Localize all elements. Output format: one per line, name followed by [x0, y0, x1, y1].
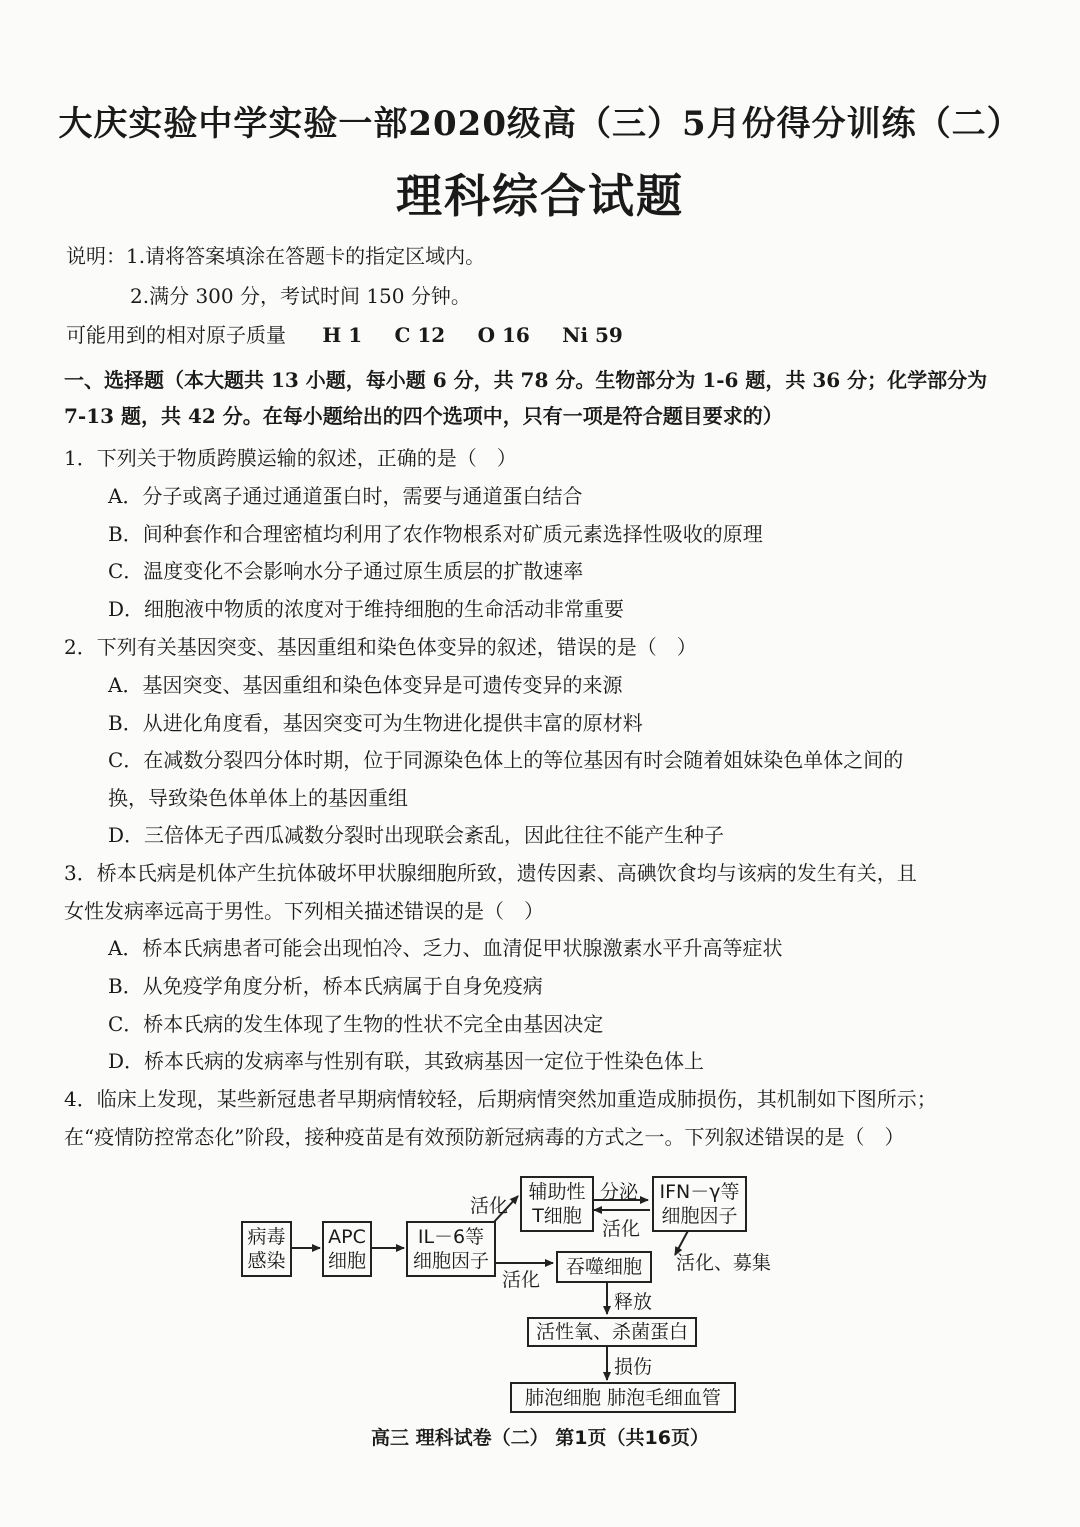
exam-title: 大庆实验中学实验一部2020级高（三）5月份得分训练（二）	[58, 104, 1022, 144]
question-2-option-c-line-1: C．在减数分裂四分体时期，位于同源染色体上的等位基因有时会随着姐妹染色单体之间的	[108, 748, 904, 772]
atomic-mass-label: 可能用到的相对原子质量	[66, 323, 286, 347]
question-4-stem-line-1: 4．临床上发现，某些新冠患者早期病情较轻，后期病情突然加重造成肺损伤，其机制如下图所示；	[64, 1087, 937, 1111]
element-ni: Ni 59	[562, 323, 623, 347]
label-activate-back: 活化	[602, 1218, 641, 1240]
question-2-option-b: B．从进化角度看，基因突变可为生物进化提供丰富的原材料	[108, 711, 643, 735]
label-secrete: 分泌	[600, 1181, 639, 1203]
alveolar-cells-box: 肺泡细胞 肺泡毛细血管	[510, 1382, 736, 1413]
page-footer: 高三 理科试卷（二） 第1页（共16页）	[371, 1427, 709, 1449]
il6-box-line-1: IL－6等	[417, 1226, 485, 1248]
question-3-option-d: D．桥本氏病的发病率与性别有联，其致病基因一定位于性染色体上	[108, 1049, 705, 1073]
element-o: O 16	[477, 323, 530, 347]
question-3-option-a: A．桥本氏病患者可能会出现怕冷、乏力、血清促甲状腺激素水平升高等症状	[108, 936, 783, 960]
question-1-option-b: B．间种套作和合理密植均利用了农作物根系对矿质元素选择性吸收的原理	[108, 522, 763, 546]
question-3-stem-line-1: 3．桥本氏病是机体产生抗体破坏甲状腺细胞所致，遗传因素、高碘饮食均与该病的发生有关，且	[64, 861, 917, 885]
question-3-option-c: C．桥本氏病的发生体现了生物的性状不完全由基因决定	[108, 1012, 604, 1036]
question-4-stem-line-2: 在“疫情防控常态化”阶段，接种疫苗是有效预防新冠病毒的方式之一。下列叙述错误的是（ ）	[64, 1125, 905, 1149]
ifn-box-line-2: 细胞因子	[661, 1205, 738, 1227]
virus-infection-box	[241, 1221, 292, 1277]
question-1-option-c: C．温度变化不会影响水分子通过原生质层的扩散速率	[108, 559, 584, 583]
question-2-option-d: D．三倍体无子西瓜减数分裂时出现联会紊乱，因此往往不能产生种子	[108, 823, 725, 847]
question-3-option-b: B．从免疫学角度分析，桥本氏病属于自身免疫病	[108, 974, 543, 998]
section-heading-line-2: 7-13 题，共 42 分。在每小题给出的四个选项中，只有一项是符合题目要求的）	[64, 404, 783, 428]
apc-box-line-1: APC	[328, 1226, 366, 1248]
question-2-option-c-line-2: 换，导致染色体单体上的基因重组	[108, 786, 408, 810]
label-activate-recruit: 活化、募集	[676, 1252, 772, 1274]
macrophage-box: 吞噬细胞	[556, 1251, 652, 1283]
section-heading-line-1: 一、选择题（本大题共 13 小题，每小题 6 分，共 78 分。生物部分为 1-6 题，共 36 分；化学部分为	[64, 368, 988, 392]
th-box-line-1: 辅助性	[528, 1181, 586, 1203]
exam-subtitle: 理科综合试题	[396, 169, 684, 223]
il6-box-line-2: 细胞因子	[412, 1250, 489, 1272]
question-2-option-a: A．基因突变、基因重组和染色体变异是可遗传变异的来源	[108, 673, 623, 697]
ros-bactericidal-protein-box: 活性氧、杀菌蛋白	[527, 1317, 697, 1347]
element-c: C 12	[394, 323, 446, 347]
label-release: 释放	[614, 1291, 653, 1313]
note-line-2: 2.满分 300 分，考试时间 150 分钟。	[130, 284, 471, 308]
virus-box-line-1: 病毒	[247, 1226, 286, 1248]
label-damage: 损伤	[614, 1356, 653, 1378]
th-box-line-2: T细胞	[532, 1205, 582, 1227]
question-2-stem: 2．下列有关基因突变、基因重组和染色体变异的叙述，错误的是（ ）	[64, 635, 697, 659]
ifn-box-line-1: IFN－γ等	[659, 1181, 740, 1203]
note-line-1: 说明：1.请将答案填涂在答题卡的指定区域内。	[66, 244, 486, 268]
il6-cytokine-box	[406, 1221, 496, 1277]
helper-t-cell-box	[520, 1176, 594, 1232]
question-1-option-a: A．分子或离子通过通道蛋白时，需要与通道蛋白结合	[108, 484, 583, 508]
question-1-stem: 1．下列关于物质跨膜运输的叙述，正确的是（ ）	[64, 446, 517, 470]
apc-box-line-2: 细胞	[327, 1250, 366, 1272]
element-h: H 1	[322, 323, 363, 347]
virus-box-line-2: 感染	[247, 1250, 286, 1272]
question-3-stem-line-2: 女性发病率远高于男性。下列相关描述错误的是（ ）	[64, 899, 544, 923]
label-activate-th: 活化	[470, 1195, 509, 1217]
question-1-option-d: D．细胞液中物质的浓度对于维持细胞的生命活动非常重要	[108, 597, 625, 621]
ifn-cytokine-box	[652, 1176, 747, 1232]
label-activate-macrophage: 活化	[502, 1269, 541, 1291]
apc-cell-box	[322, 1221, 372, 1277]
